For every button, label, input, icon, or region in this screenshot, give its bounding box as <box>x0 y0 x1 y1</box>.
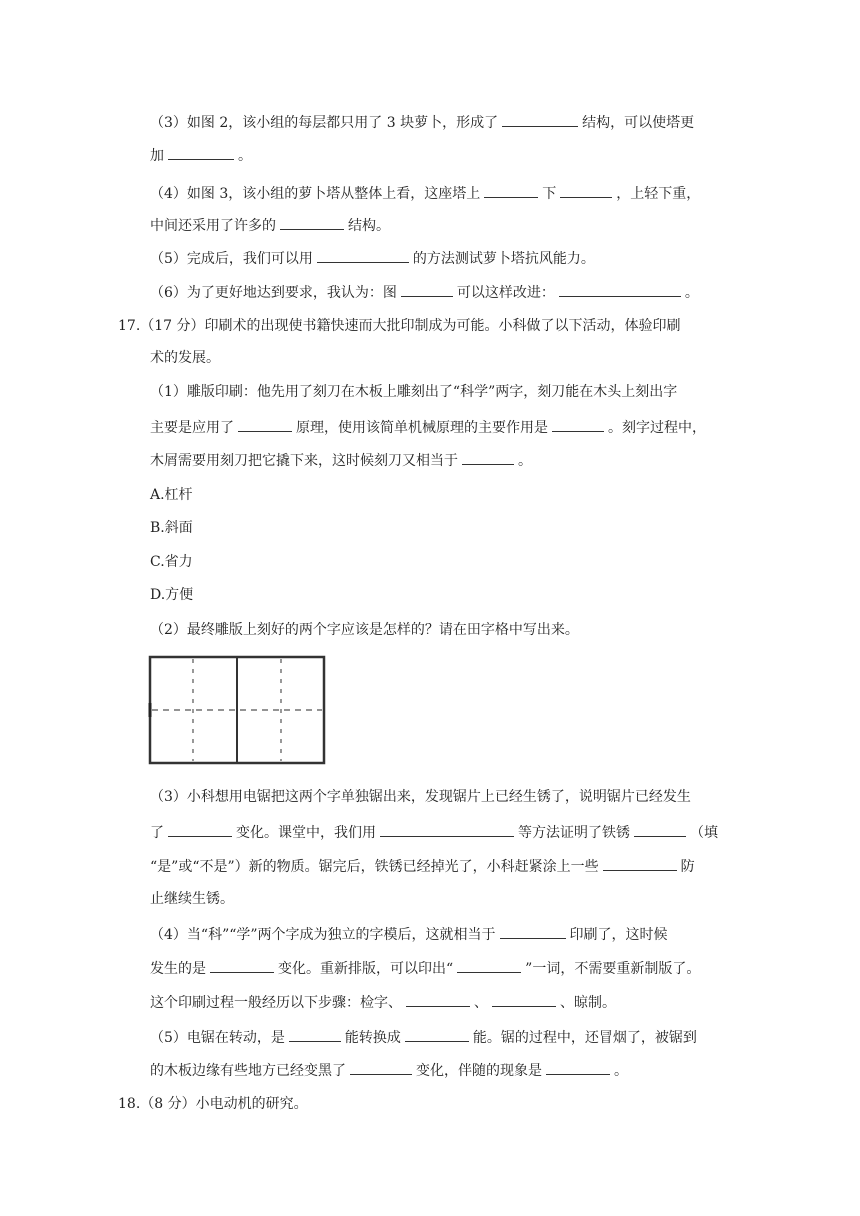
answer-blank[interactable] <box>168 822 232 837</box>
q17-p2-line: （2）最终雕版上刻好的两个字应该是怎样的？请在田字格中写出来。 <box>150 622 579 638</box>
answer-blank[interactable] <box>500 924 566 939</box>
answer-blank[interactable] <box>457 958 521 973</box>
answer-blank[interactable] <box>484 183 538 198</box>
q17-p3-line1: （3）小科想用电锯把这两个字单独锯出来，发现锯片上已经生锈了，说明锯片已经发生 <box>150 789 691 805</box>
q16-p3-line1: （3）如图 2，该小组的每层都只用了 3 块萝卜，形成了 结构，可以使塔更 <box>150 112 694 133</box>
answer-blank[interactable] <box>380 822 514 837</box>
q16-p3-line2: 加 。 <box>150 145 252 166</box>
answer-blank[interactable] <box>168 145 234 160</box>
answer-blank[interactable] <box>317 248 409 263</box>
option-c: C.省力 <box>150 554 193 570</box>
q17-p1-line2: 主要是应用了 原理，使用该简单机械原理的主要作用是 。刻字过程中， <box>150 417 706 438</box>
q17-p1-line3: 木屑需要用刻刀把它撬下来，这时候刻刀又相当于 。 <box>150 450 532 471</box>
answer-blank[interactable] <box>405 1027 469 1042</box>
answer-blank[interactable] <box>401 282 453 297</box>
option-b: B.斜面 <box>150 520 193 536</box>
answer-blank[interactable] <box>603 856 677 871</box>
answer-blank[interactable] <box>210 958 274 973</box>
q17-p4-line2: 发生的是 变化。重新排版，可以印出“ ”一词，不需要重新制版了。 <box>150 958 700 979</box>
tianzige-grid[interactable] <box>148 655 326 765</box>
q17-heading-line2: 术的发展。 <box>150 350 220 366</box>
answer-blank[interactable] <box>238 417 292 432</box>
option-d: D.方便 <box>150 587 194 603</box>
answer-blank[interactable] <box>406 992 470 1007</box>
q17-p3-line4: 止继续生锈。 <box>150 891 234 907</box>
option-a: A.杠杆 <box>150 487 193 503</box>
answer-blank[interactable] <box>546 1060 610 1075</box>
answer-blank[interactable] <box>552 417 604 432</box>
answer-blank[interactable] <box>350 1060 412 1075</box>
q16-p4-line2: 中间还采用了许多的 结构。 <box>150 215 390 236</box>
q17-p3-line3: “是”或“不是”）新的物质。锯完后，铁锈已经掉光了，小科赶紧涂上一些 防 <box>150 856 695 877</box>
q17-p3-line2: 了 变化。课堂中，我们用 等方法证明了铁锈 （填 <box>150 822 718 843</box>
answer-blank[interactable] <box>280 215 344 230</box>
q16-p6-line: （6）为了更好地达到要求，我认为：图 可以这样改进： 。 <box>150 282 699 303</box>
answer-blank[interactable] <box>462 450 514 465</box>
q17-heading-line1: 17.（17 分）印刷术的出现使书籍快速而大批印制成为可能。小科做了以下活动，体验印刷 <box>118 318 681 334</box>
q17-p1-line1: （1）雕版印刷：他先用了刻刀在木板上雕刻出了“科学”两字，刻刀能在木头上刻出字 <box>150 384 678 400</box>
q17-p5-line1: （5）电锯在转动，是 能转换成 能。锯的过程中，还冒烟了，被锯到 <box>150 1027 697 1048</box>
answer-blank[interactable] <box>502 112 578 127</box>
q18-heading: 18.（8 分）小电动机的研究。 <box>118 1096 308 1112</box>
answer-blank[interactable] <box>560 183 612 198</box>
answer-blank[interactable] <box>634 822 686 837</box>
q16-p5-line: （5）完成后，我们可以用 的方法测试萝卜塔抗风能力。 <box>150 248 595 269</box>
q16-p4-line1: （4）如图 3，该小组的萝卜塔从整体上看，这座塔上 下 ，上轻下重， <box>150 183 700 204</box>
answer-blank[interactable] <box>289 1027 341 1042</box>
q17-p4-line1: （4）当“科”“学”两个字成为独立的字模后，这就相当于 印刷了，这时候 <box>150 924 668 945</box>
answer-blank[interactable] <box>492 992 556 1007</box>
q17-p4-line3: 这个印刷过程一般经历以下步骤：检字、 、 、晾制。 <box>150 992 616 1013</box>
q17-p5-line2: 的木板边缘有些地方已经变黑了 变化，伴随的现象是 。 <box>150 1060 628 1081</box>
answer-blank[interactable] <box>559 282 681 297</box>
